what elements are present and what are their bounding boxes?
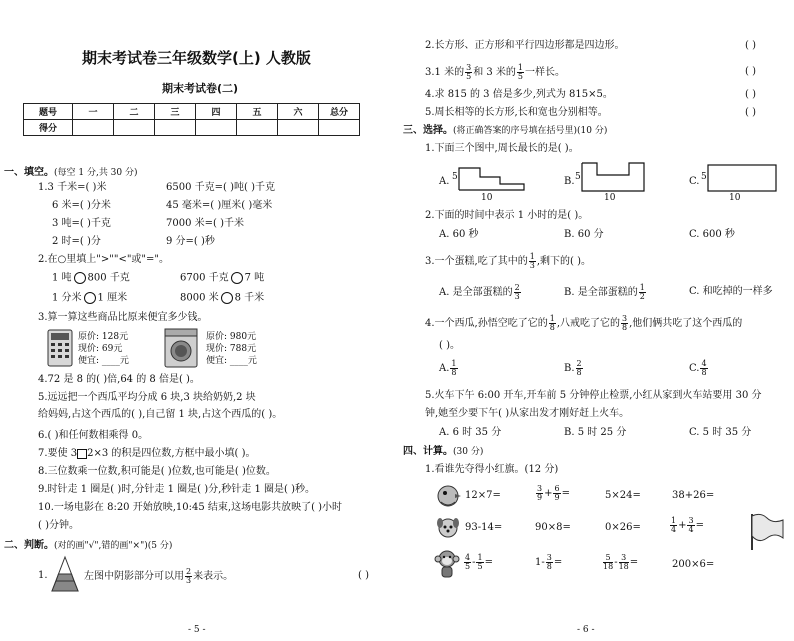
q2-right: 800 千克 (87, 272, 130, 284)
c5-line-1: 5.火车下午 6:00 开车,开车前 5 分钟停止检票,小红从家到火车站要用 30 分 (425, 390, 762, 401)
q2-left: 1 分米 (52, 292, 82, 304)
j1-text-b: 来表示。 (193, 571, 234, 582)
denominator: 2 (639, 292, 645, 301)
denominator: 5 (477, 562, 483, 571)
section-note: (将正确答案的序号填在括号里)(10 分) (453, 126, 608, 136)
score-input-cell[interactable] (73, 120, 114, 136)
price-current: 现价: 788元 (206, 344, 257, 354)
section-label: 三、选择。 (403, 125, 453, 136)
section-label: 二、判断。 (4, 540, 54, 551)
denominator: 3 (514, 292, 520, 301)
fraction (619, 554, 629, 571)
numerator: 3 (537, 484, 543, 493)
c4-text-b: ,八戒吃了它的 (556, 318, 621, 329)
score-input-cell[interactable] (319, 120, 360, 136)
option-b-label[interactable]: B. (564, 176, 575, 187)
compare-circle[interactable] (231, 272, 243, 284)
score-value-row (24, 120, 360, 136)
fraction (621, 315, 628, 332)
option-c[interactable]: C. 和吃掉的一样多 (689, 286, 773, 297)
q1-text: )毫米 (245, 200, 273, 211)
option-text: C. (689, 363, 700, 374)
q1-text: )千克 (247, 182, 275, 193)
section-4-heading (403, 446, 483, 458)
denominator: 9 (537, 493, 543, 502)
c4-text-a: 4.一个西瓜,孙悟空吃了它的 (425, 318, 548, 329)
q1-text: 1.3 千米=( (38, 182, 90, 193)
q1-text: )米 (89, 182, 107, 193)
fraction (549, 315, 556, 332)
score-cell: 五 (237, 104, 278, 120)
q1-text: 45 毫米=( (166, 200, 215, 211)
q1-line-1 (38, 182, 106, 194)
score-header-row (24, 104, 360, 120)
puppy-icon (435, 514, 461, 540)
page-number: - 5 - (188, 625, 206, 635)
calc-item[interactable]: $\frac{4}{5}$ - $\frac{1}{5}$ = (465, 553, 493, 571)
q10-line-1: 10.一场电影在 8:20 开始放映,10:45 结束,这场电影共放映了( )小时 (38, 502, 343, 513)
c3-text-b: ,剩下的( )。 (536, 256, 591, 267)
c3-text-a: 3.一个蛋糕,吃了其中的 (425, 256, 528, 267)
base-label: 10 (604, 193, 616, 203)
numerator: 3 (546, 553, 552, 562)
section-note: (对的画"√",错的画"×")(5 分) (54, 541, 173, 551)
fraction (536, 485, 543, 502)
score-input-cell[interactable] (278, 120, 319, 136)
numerator: 3 (688, 516, 694, 525)
option-a[interactable]: A. 6 时 35 分 (439, 427, 502, 438)
score-cell: 六 (278, 104, 319, 120)
numerator: 2 (576, 359, 582, 368)
calc-item[interactable]: 5×24= (605, 490, 641, 501)
fraction (576, 360, 583, 377)
q1-line-4 (52, 236, 101, 248)
q2-left: 6700 千克 (180, 272, 229, 284)
c1-text: 1.下面三个图中,周长最长的是( )。 (425, 143, 579, 154)
fraction (700, 360, 707, 377)
q1-text: )分 (83, 236, 101, 247)
score-cell: 三 (155, 104, 196, 120)
section-3-heading (403, 125, 607, 137)
option-a[interactable]: A. 60 秒 (439, 229, 479, 240)
fraction (639, 284, 646, 301)
option-c-label[interactable]: C. (689, 176, 700, 187)
q1-text: 6500 千克=( (166, 182, 227, 193)
fraction (450, 360, 457, 377)
exam-title: 期末考试卷三年级数学(上) 人教版 (82, 49, 311, 67)
price-saved: 便宜: ____元 (78, 356, 129, 366)
q1-text: 2 时=( (52, 236, 84, 247)
score-input-cell[interactable] (114, 120, 155, 136)
q3-label: 3.算一算这些商品比原来便宜多少钱。 (38, 312, 208, 323)
calc-item[interactable]: 38+26= (672, 490, 715, 501)
numerator: 1 (451, 359, 457, 368)
denominator: 5 (517, 72, 524, 81)
section-label: 一、填空。 (4, 167, 54, 178)
q1-text: )分米 (83, 200, 111, 211)
numerator: 5 (603, 554, 613, 563)
fraction (670, 517, 677, 534)
side-label: 5 (701, 172, 707, 182)
section-note: (30 分) (453, 447, 484, 457)
q1-line-2b (166, 200, 272, 212)
j1-text (84, 568, 233, 585)
q1-text: )秒 (197, 236, 215, 247)
c4-text (425, 315, 742, 332)
q7-text: 2×3 的积是四位数,方框中最小填( )。 (87, 448, 256, 459)
fraction (464, 554, 471, 571)
numerator: 1 (639, 283, 645, 292)
denominator: 8 (451, 368, 457, 377)
option-text: B. (564, 363, 575, 374)
option-c[interactable]: C. 5 时 35 分 (689, 427, 752, 438)
bird-icon (435, 482, 461, 508)
staircase-figure (458, 165, 526, 191)
calc-text: 1- (535, 557, 545, 568)
q5-line-1: 5.远远把一个西瓜平均分成 6 块,3 块给奶奶,2 块 (38, 392, 256, 403)
numerator: 2 (514, 283, 520, 292)
calc-item[interactable]: $\frac{3}{9}$ + $\frac{6}{9}$ = (537, 484, 570, 502)
q2-item (180, 272, 264, 285)
q2-label: 2.在○里填上">""<"或"="。 (38, 254, 170, 265)
score-cell: 一 (73, 104, 114, 120)
q1-text: )千米 (216, 218, 245, 229)
q2-left: 8000 米 (180, 292, 219, 304)
fraction (687, 517, 694, 534)
denominator: 4 (688, 525, 694, 534)
option-b[interactable] (564, 284, 647, 301)
option-a[interactable] (439, 360, 459, 377)
denominator: 18 (618, 562, 629, 571)
answer-paren[interactable]: ( ) (745, 66, 756, 77)
fraction (529, 253, 536, 270)
q2-item (52, 272, 130, 285)
fraction (465, 64, 472, 81)
q6: 6.( )和任何数相乘得 0。 (38, 430, 149, 441)
numerator: 3 (622, 314, 628, 323)
calc-item[interactable]: $\frac{1}{4}$ + $\frac{3}{4}$ = (671, 516, 704, 534)
side-label: 5 (452, 172, 458, 182)
section-note: (每空 1 分,共 30 分) (54, 168, 138, 178)
washing-machine-icon (164, 328, 198, 368)
q2-right: 7 吨 (244, 272, 265, 284)
q1-text: 6 米=( (52, 200, 84, 211)
denominator: 8 (549, 323, 555, 332)
fraction (476, 554, 483, 571)
q1-text: )吨( (226, 182, 248, 193)
j2-text: 2.长方形、正方形和平行四边形都是四边形。 (425, 40, 625, 51)
calc-item[interactable]: 93-14= (465, 522, 503, 533)
option-b[interactable]: B. 5 时 25 分 (564, 427, 627, 438)
calculator-icon (47, 329, 73, 367)
base-label: 10 (481, 193, 493, 203)
score-input-cell[interactable] (237, 120, 278, 136)
fraction (185, 568, 192, 585)
answer-paren[interactable]: ( ) (745, 107, 756, 118)
numerator: 2 (186, 567, 192, 576)
option-text: A. 是全部蛋糕的 (439, 287, 513, 298)
option-text: B. 是全部蛋糕的 (564, 287, 638, 298)
compare-circle[interactable] (84, 292, 96, 304)
c5-line-2: 钟,她至少要下午( )从家出发才刚好赶上火车。 (425, 408, 630, 419)
numerator: 1 (529, 252, 535, 261)
j1-text-a: 左图中阴影部分可以用 (84, 571, 184, 582)
c3-text (425, 253, 591, 270)
denominator: 5 (465, 562, 471, 571)
fraction (553, 485, 560, 502)
exam-subtitle: 期末考试卷(二) (162, 82, 239, 95)
j5-text: 5.周长相等的长方形,长和宽也分别相等。 (425, 107, 608, 118)
score-input-cell[interactable] (155, 120, 196, 136)
red-flag-icon (749, 512, 785, 552)
option-a-label[interactable]: A. (439, 176, 450, 187)
q2-right: 1 厘米 (97, 292, 128, 304)
calc-item[interactable]: 0×26= (605, 522, 641, 533)
denominator: 3 (529, 261, 535, 270)
option-a[interactable] (439, 284, 522, 301)
section-1-heading (4, 167, 138, 179)
denominator: 18 (603, 562, 614, 571)
q1-text: )厘米( (214, 200, 246, 211)
q2-item (180, 292, 264, 305)
q1-line-1b (166, 182, 275, 194)
denominator: 4 (671, 525, 677, 534)
score-table (23, 103, 360, 136)
compare-circle[interactable] (221, 292, 233, 304)
q1-text: 9 分=( (166, 236, 198, 247)
q8: 8.三位数乘一位数,积可能是( )位数,也可能是( )位数。 (38, 466, 276, 477)
j4-text: 4.求 815 的 3 倍是多少,列式为 815×5。 (425, 89, 613, 100)
q1-text: )千克 (83, 218, 111, 229)
section-2-heading (4, 540, 172, 552)
answer-paren[interactable]: ( ) (358, 570, 369, 581)
q1-text: 3 吨=( (52, 218, 84, 229)
denominator: 8 (546, 562, 552, 571)
score-cell: 题号 (24, 104, 73, 120)
answer-paren[interactable]: ( ) (745, 40, 756, 51)
denominator: 8 (622, 323, 628, 332)
numerator: 1 (477, 553, 483, 562)
q4: 4.72 是 8 的( )倍,64 的 8 倍是( )。 (38, 374, 200, 385)
q1-text: 7000 米=( (166, 218, 217, 229)
numerator: 1 (517, 63, 524, 72)
calc-item[interactable]: 12×7= (465, 490, 501, 501)
denominator: 9 (554, 493, 560, 502)
compare-circle[interactable] (74, 272, 86, 284)
price-original: 原价: 128元 (78, 332, 129, 342)
price-current: 现价: 69元 (78, 344, 123, 354)
answer-paren[interactable]: ( ) (745, 89, 756, 100)
j3-text (425, 64, 565, 81)
q9: 9.时针走 1 圈是( )时,分针走 1 圈是( )分,秒针走 1 圈是( )秒。 (38, 484, 316, 495)
denominator: 8 (701, 368, 707, 377)
denominator: 3 (186, 576, 192, 585)
c4-text-c: ,他们俩共吃了这个西瓜的 (629, 318, 743, 329)
right-page (397, 0, 794, 641)
calc-item[interactable]: 90×8= (535, 522, 571, 533)
numerator: 6 (554, 484, 560, 493)
calc-title: 1.看谁先夺得小红旗。(12 分) (425, 464, 559, 475)
section-label: 四、计算。 (403, 446, 453, 457)
score-cell: 得分 (24, 120, 73, 136)
numerator: 3 (619, 554, 629, 563)
numerator: 3 (466, 63, 472, 72)
numerator: 1 (671, 516, 677, 525)
q1-line-3 (52, 218, 111, 230)
calc-item[interactable]: $\frac{5}{18}$ - $\frac{3}{18}$ = (603, 553, 639, 571)
q2-item (52, 292, 127, 305)
option-b[interactable] (564, 360, 584, 377)
score-cell: 四 (196, 104, 237, 120)
option-c[interactable]: C. 600 秒 (689, 229, 735, 240)
score-cell: 总分 (319, 104, 360, 120)
j1-number: 1. (38, 570, 48, 581)
notched-figure (581, 162, 645, 192)
c2-text: 2.下面的时间中表示 1 小时的是( )。 (425, 210, 589, 221)
j3-text-a: 3.1 米的 (425, 67, 465, 78)
option-text: A. (439, 363, 450, 374)
price-saved: 便宜: ____元 (206, 356, 257, 366)
side-label: 5 (575, 172, 581, 182)
q1-line-4b (166, 236, 215, 248)
calc-item[interactable]: 200×6= (672, 559, 715, 570)
q2-left: 1 吨 (52, 272, 72, 284)
q7-text: 7.要使 3 (38, 448, 78, 459)
rectangle-figure (707, 164, 777, 192)
fraction (603, 554, 613, 571)
numerator: 1 (549, 314, 555, 323)
fraction (514, 284, 521, 301)
fraction (546, 554, 553, 571)
fraction (517, 64, 524, 81)
q1-line-3b (166, 218, 244, 230)
price-original: 原价: 980元 (206, 332, 257, 342)
base-label: 10 (729, 193, 741, 203)
score-input-cell[interactable] (196, 120, 237, 136)
q5-line-2: 给妈妈,占这个西瓜的( ),自己留 1 块,占这个西瓜的( )。 (38, 409, 283, 420)
q2-right: 8 千米 (234, 292, 265, 304)
q1-line-2 (52, 200, 111, 212)
monkey-icon (433, 548, 461, 578)
option-b[interactable]: B. 60 分 (564, 229, 604, 240)
j3-text-b: 和 3 米的 (473, 67, 516, 78)
score-cell: 二 (114, 104, 155, 120)
denominator: 8 (576, 368, 582, 377)
j3-text-c: 一样长。 (525, 67, 566, 78)
numerator: 4 (701, 359, 707, 368)
page-number: - 6 - (577, 625, 595, 635)
q10-line-2: ( )分钟。 (38, 520, 79, 531)
numerator: 4 (465, 553, 471, 562)
option-c[interactable] (689, 360, 709, 377)
denominator: 5 (466, 72, 472, 81)
digit-box[interactable] (77, 449, 87, 459)
calc-item[interactable]: 1- $\frac{3}{8}$ = (535, 553, 563, 571)
q7 (38, 448, 256, 460)
triangle-figure (50, 555, 80, 593)
c4-text-d: ( )。 (439, 340, 460, 351)
